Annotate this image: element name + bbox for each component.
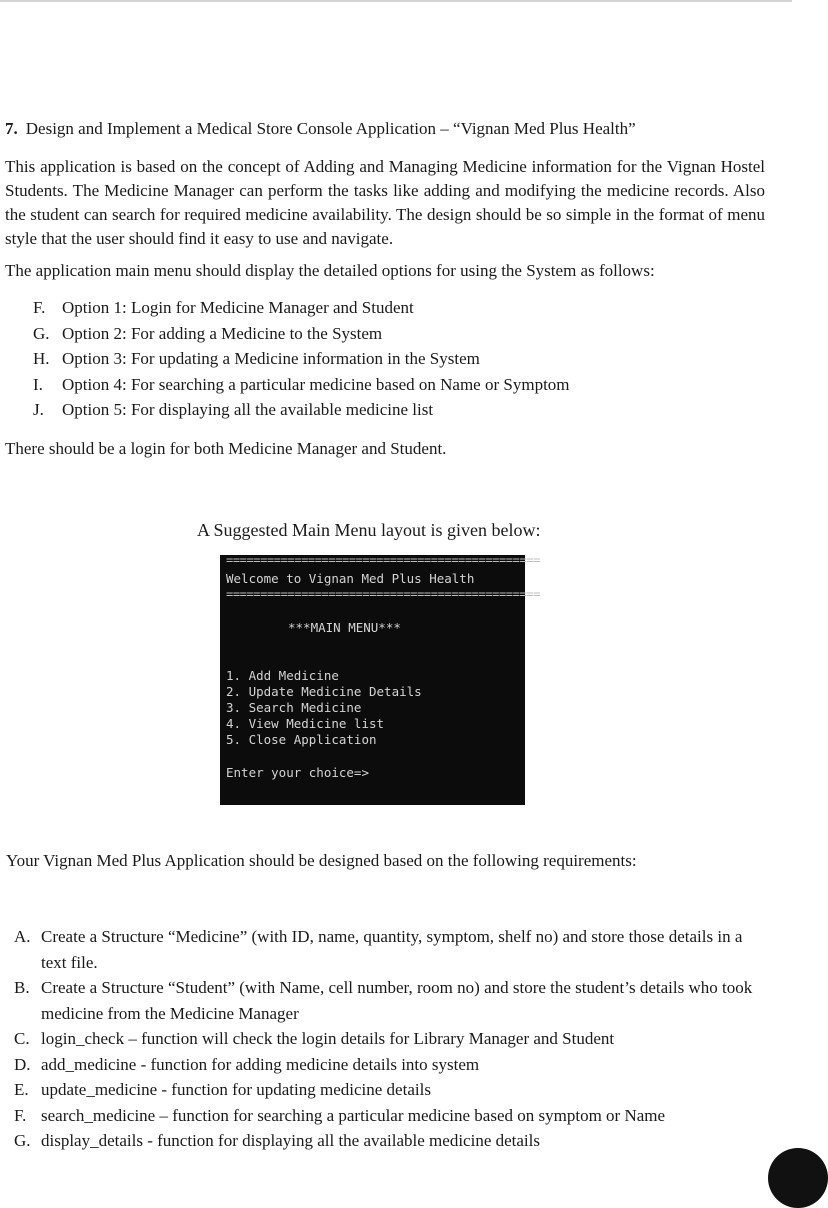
question-title-text: Design and Implement a Medical Store Console Application – “Vignan Med Plus Health”	[25, 119, 636, 138]
console-separator-bottom: ==============================================	[226, 587, 540, 601]
console-menu-item: 2. Update Medicine Details	[226, 684, 422, 699]
list-item-text: login_check – function will check the login details for Library Manager and Student	[41, 1029, 615, 1048]
list-item-letter: B.	[14, 978, 30, 997]
top-border	[0, 0, 792, 2]
list-item-letter: F.	[33, 298, 46, 317]
console-welcome: Welcome to Vignan Med Plus Health	[226, 571, 475, 586]
suggested-layout-caption: A Suggested Main Menu layout is given below:	[197, 520, 541, 540]
question-description: This application is based on the concept of Adding and Managing Medicine information for the Vignan Hostel Students. The Medicine Manager can perform the tasks like adding and modifying the medicine records. Also the student can search for required medicine availability. The design should be so simple in the format of menu style that the user should find it easy to use and navigate.	[5, 157, 765, 248]
console-menu-item: 3. Search Medicine	[226, 700, 362, 715]
list-item-text: display_details - function for displaying all the available medicine details	[41, 1131, 540, 1150]
list-item-text: Option 4: For searching a particular medicine based on Name or Symptom	[62, 374, 570, 394]
list-item-text: update_medicine - function for updating medicine details	[41, 1080, 431, 1099]
list-item-text: Create a Structure “Medicine” (with ID, name, quantity, symptom, shelf no) and store those details in a text file.	[41, 927, 743, 972]
corner-shadow	[768, 1148, 828, 1208]
list-item	[14, 1052, 764, 1078]
console-prompt: Enter your choice=>	[226, 765, 369, 780]
list-item	[33, 397, 765, 423]
console-separator-top: ==============================================	[226, 553, 540, 567]
list-item-letter: C.	[14, 1029, 30, 1048]
list-item-letter: A.	[14, 927, 31, 946]
console-menu-heading: ***MAIN MENU***	[288, 620, 401, 635]
login-note: There should be a login for both Medicine Manager and Student.	[5, 438, 447, 458]
console-menu-item: 1. Add Medicine	[226, 668, 339, 683]
list-item-text: search_medicine – function for searching a particular medicine based on symptom or Name	[41, 1105, 666, 1125]
list-item-letter: G.	[33, 323, 50, 343]
list-item-letter: H.	[33, 349, 50, 368]
list-item-letter: F.	[14, 1105, 27, 1125]
requirements-intro: Your Vignan Med Plus Application should be designed based on the following requirements:	[6, 851, 637, 870]
list-item	[14, 1128, 764, 1154]
list-item-text: Option 2: For adding a Medicine to the System	[62, 323, 383, 343]
question-title	[5, 117, 765, 141]
list-item-letter: D.	[14, 1054, 31, 1074]
list-item-letter: I.	[33, 374, 43, 394]
list-item	[33, 372, 765, 398]
requirements-list	[14, 924, 764, 1154]
list-item-letter: G.	[14, 1131, 31, 1150]
list-item	[14, 975, 764, 1026]
console-menu-item: 4. View Medicine list	[226, 716, 385, 731]
list-item-text: Option 1: Login for Medicine Manager and Student	[62, 298, 414, 317]
list-item	[14, 1103, 764, 1129]
menu-options-intro: The application main menu should display the detailed options for using the System as follows:	[5, 261, 655, 280]
list-item-letter: E.	[14, 1080, 29, 1099]
menu-options-list	[5, 295, 765, 423]
console-screenshot	[220, 553, 540, 805]
list-item-text: Create a Structure “Student” (with Name, cell number, room no) and store the student’s details who took medicine from the Medicine Manager	[41, 978, 753, 1023]
list-item	[33, 346, 765, 372]
question-number: 7.	[5, 119, 18, 138]
list-item	[33, 321, 765, 347]
list-item	[14, 1077, 764, 1103]
list-item-letter: J.	[33, 400, 44, 419]
list-item	[33, 295, 765, 321]
list-item	[14, 1026, 764, 1052]
list-item-text: Option 3: For updating a Medicine information in the System	[62, 349, 480, 368]
console-menu-item: 5. Close Application	[226, 732, 377, 747]
list-item	[14, 924, 764, 975]
list-item-text: Option 5: For displaying all the available medicine list	[62, 400, 434, 419]
document-page	[5, 117, 765, 461]
list-item-text: add_medicine - function for adding medicine details into system	[41, 1054, 480, 1074]
